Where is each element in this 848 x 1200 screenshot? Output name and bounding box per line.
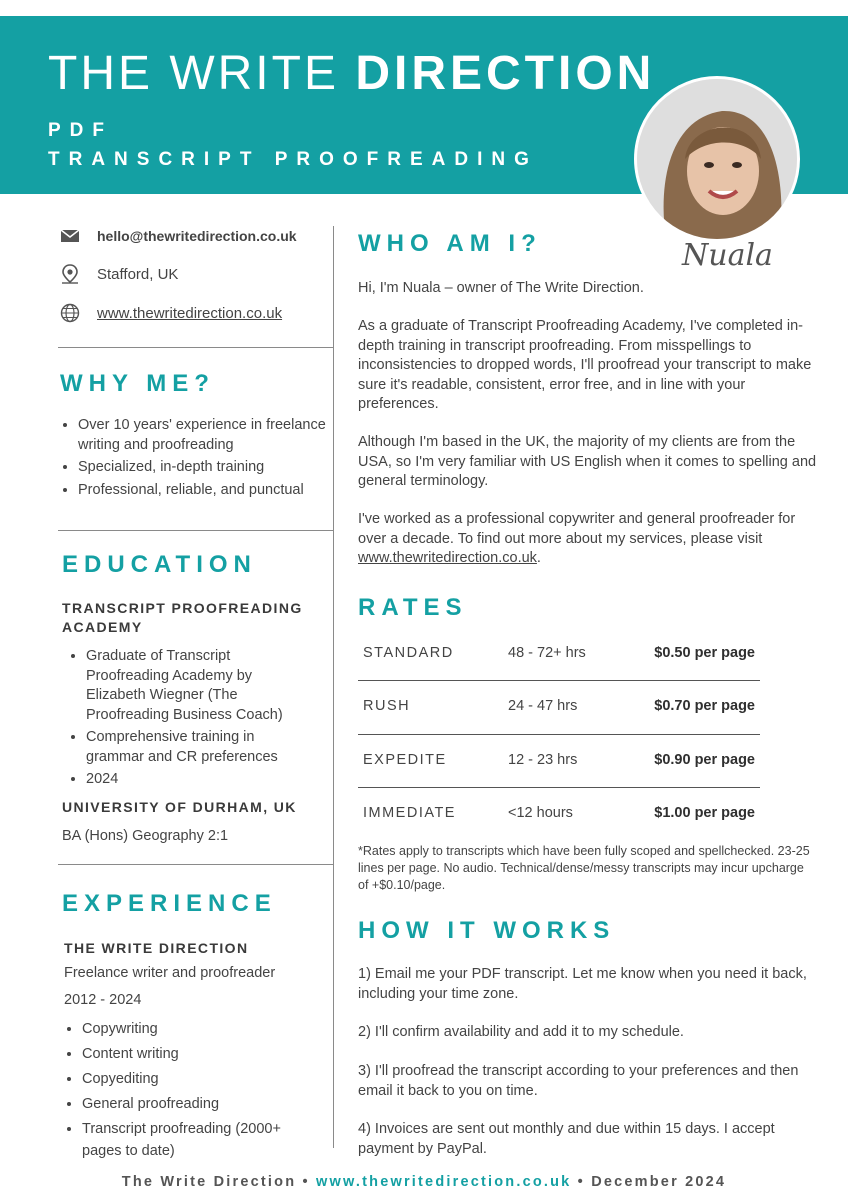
contact-location	[60, 264, 178, 284]
profile-photo	[634, 76, 800, 242]
email-text[interactable]: hello@thewritedirection.co.uk	[97, 228, 297, 244]
doc-type-line1: PDF	[48, 120, 113, 141]
list-item: • Copyediting	[82, 1068, 294, 1090]
footer-url[interactable]: www.thewritedirection.co.uk	[316, 1174, 572, 1190]
list-item: • Comprehensive training in grammar and CR preferences	[86, 728, 300, 767]
location-pin-icon	[60, 264, 80, 284]
school2-degree: BA (Hons) Geography 2:1	[62, 828, 229, 844]
contact-website	[60, 303, 282, 323]
how-it-works-title: HOW IT WORKS	[358, 917, 616, 944]
experience-company: THE WRITE DIRECTION	[64, 940, 249, 956]
rate-price: $0.70 per page	[654, 698, 755, 714]
rate-price: $1.00 per page	[654, 805, 755, 821]
website-link[interactable]: www.thewritedirection.co.uk	[97, 304, 283, 322]
education-title: EDUCATION	[62, 551, 257, 578]
school1-name: TRANSCRIPT PROOFREADING ACADEMY	[62, 600, 303, 635]
document-type	[48, 116, 538, 174]
step: 4) Invoices are sent out monthly and due within 15 days. I accept payment by PayPal.	[358, 1121, 775, 1157]
brand-title	[48, 46, 655, 101]
rate-name: RUSH	[363, 698, 411, 714]
footer-date: December 2024	[591, 1174, 727, 1190]
list-item: • Content writing	[82, 1043, 294, 1065]
rate-time: 12 - 23 hrs	[508, 752, 578, 768]
rates-title: RATES	[358, 594, 468, 621]
rate-price: $0.90 per page	[654, 752, 755, 768]
globe-icon	[60, 303, 80, 323]
brand-light: THE WRITE	[48, 47, 356, 100]
contact-email	[60, 226, 297, 246]
school1-list	[68, 647, 300, 793]
experience-list	[64, 1018, 294, 1165]
who-p4-text: I've worked as a professional copywriter and general proofreader for over a decade. To find out more about my services, please visit	[358, 511, 796, 547]
list-item: • 2024	[86, 770, 300, 790]
rate-row	[358, 752, 760, 805]
experience-role: Freelance writer and proofreader	[64, 965, 276, 981]
experience-dates: 2012 - 2024	[64, 992, 142, 1008]
divider-education	[58, 864, 334, 865]
rate-divider	[358, 680, 760, 681]
location-text: Stafford, UK	[97, 265, 179, 283]
experience-title: EXPERIENCE	[62, 890, 277, 917]
list-item: • Copywriting	[82, 1018, 294, 1040]
why-me-list	[60, 416, 328, 503]
rate-time: 48 - 72+ hrs	[508, 645, 586, 661]
list-item: • Transcript proofreading (2000+ pages to date)	[82, 1118, 294, 1162]
footer	[0, 1174, 848, 1190]
rate-time: 24 - 47 hrs	[508, 698, 578, 714]
list-item: • Professional, reliable, and punctual	[78, 481, 328, 501]
who-p4-end: .	[536, 550, 541, 566]
why-me-title: WHY ME?	[60, 370, 215, 397]
footer-sep: •	[296, 1174, 316, 1190]
rate-row	[358, 645, 760, 698]
step: 2) I'll confirm availability and add it to my schedule.	[358, 1024, 684, 1040]
footer-sep: •	[571, 1174, 592, 1190]
brand-bold: DIRECTION	[355, 47, 656, 100]
who-am-i-title: WHO AM I?	[358, 230, 542, 257]
step: 1) Email me your PDF transcript. Let me know when you need it back, including your time zone.	[358, 966, 807, 1002]
step: 3) I'll proofread the transcript according to your preferences and then email it back to you on time.	[358, 1063, 799, 1099]
rate-price: $0.50 per page	[654, 645, 755, 661]
profile-portrait-icon	[637, 79, 800, 242]
doc-type-line2: TRANSCRIPT PROOFREADING	[48, 149, 538, 170]
rates-note: *Rates apply to transcripts which have been fully scoped and spellchecked. 23-25 lines per page. No audio. Technical/dense/messy transcripts may incur upcharge of +$0.10/page.	[358, 844, 810, 892]
rate-divider	[358, 787, 760, 788]
divider-whyme	[58, 530, 334, 531]
rate-time: <12 hours	[508, 805, 573, 821]
rate-name: EXPEDITE	[363, 752, 447, 768]
who-p3: Although I'm based in the UK, the majority of my clients are from the USA, so I'm very familiar with US English when it comes to spelling and general terminology.	[358, 434, 817, 489]
who-p4	[358, 510, 818, 569]
list-item: • General proofreading	[82, 1093, 294, 1115]
divider-contact	[58, 347, 334, 348]
rate-divider	[358, 734, 760, 735]
signature: Nuala	[682, 238, 773, 273]
who-p1: Hi, I'm Nuala – owner of The Write Direction.	[358, 280, 644, 296]
who-p4-link[interactable]: www.thewritedirection.co.uk	[358, 550, 537, 566]
rate-row	[358, 698, 760, 751]
list-item: • Graduate of Transcript Proofreading Academy by Elizabeth Wiegner (The Proofreading Business Coach)	[86, 647, 300, 725]
envelope-icon	[60, 226, 80, 246]
list-item: • Specialized, in-depth training	[78, 458, 328, 478]
rate-name: IMMEDIATE	[363, 805, 456, 821]
column-divider	[333, 226, 334, 1148]
school2-name: UNIVERSITY OF DURHAM, UK	[62, 799, 297, 815]
list-item: • Over 10 years' experience in freelance writing and proofreading	[78, 416, 328, 455]
rate-name: STANDARD	[363, 645, 454, 661]
footer-name: The Write Direction	[121, 1174, 297, 1190]
who-p2: As a graduate of Transcript Proofreading Academy, I've completed in-depth training in transcript proofreading. From misspellings to inconsistencies to dropped words, I'll proofread your transcript to make sure it's readable, consistent, error free, and in line with your preferences.	[358, 318, 812, 412]
